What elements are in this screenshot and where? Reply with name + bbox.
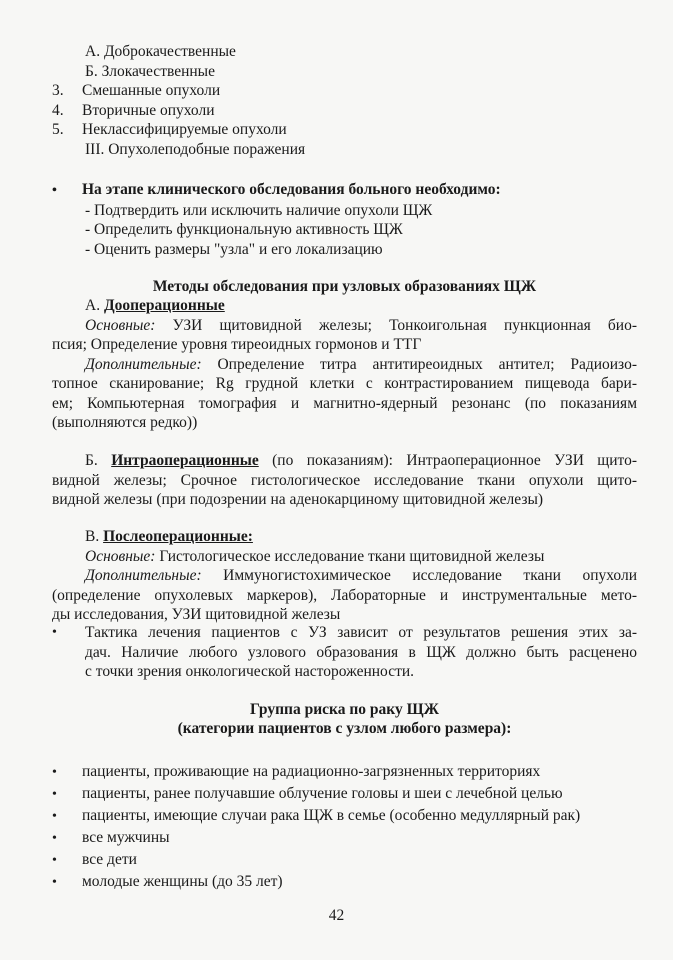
section-a xyxy=(52,296,637,433)
clinical-heading: • На этапе клинического обследования больного необходимо: xyxy=(52,180,632,201)
list-item: - Подтвердить или исключить наличие опухоли ЩЖ xyxy=(85,201,433,219)
section-v-main: Основные: Гистологическое исследование ткани щитовидной железы xyxy=(85,547,545,565)
section-a-main-cont: псия; Определение уровня тиреоидных гормонов и ТТГ xyxy=(52,336,422,353)
section-a-additional-cont: ем; Компьютерная томография и магнитно-ядерный резонанс (по показаниям xyxy=(52,394,637,412)
list-item: 3. Смешанные опухоли xyxy=(52,82,221,99)
list-number: 5. xyxy=(52,121,64,138)
tactics-line: Тактика лечения пациентов с УЗ зависит от результатов решения этих за- xyxy=(85,624,637,641)
section-v-additional-cont: (определение опухолевых маркеров), Лабораторные и инструментальные мето- xyxy=(52,586,637,604)
list-item: Б. Злокачественные xyxy=(85,62,215,80)
risk-list xyxy=(52,762,652,894)
section-v-heading: В. Послеоперационные: xyxy=(85,528,253,545)
list-item: 5. Неклассифицируемые опухоли xyxy=(52,121,287,138)
list-item: - Определить функциональную активность ЩЖ xyxy=(85,221,403,238)
bullet-icon: • xyxy=(52,809,57,824)
section-b xyxy=(52,451,637,510)
list-item: • все дети xyxy=(52,850,652,872)
section-v-additional-cont: ды исследования, УЗИ щитовидной железы xyxy=(52,606,341,623)
section-v xyxy=(52,527,637,625)
section-b-line: видной железы; Срочное гистологическое исследование ткани опухоли щито- xyxy=(52,471,637,489)
list-item: • пациенты, ранее получавшие облучение головы и шеи с лечебной целью xyxy=(52,784,652,806)
list-item: А. Доброкачественные xyxy=(85,43,236,60)
section-a-additional-cont: (выполняются редко)) xyxy=(52,414,198,431)
list-item: III. Опухолеподобные поражения xyxy=(85,140,306,158)
list-number: 4. xyxy=(52,101,64,119)
list-item: • пациенты, имеющие случаи рака ЩЖ в семье (особенно медуллярный рак) xyxy=(52,806,652,828)
section-a-additional-cont: топное сканирование; Rg грудной клетки с контрастированием пищевода бари- xyxy=(52,375,637,392)
list-item: 4. Вторичные опухоли xyxy=(52,101,215,119)
risk-subtitle: (категории пациентов с узлом любого размера): xyxy=(177,720,512,737)
section-b-line: Б. Интраоперационные (по показаниям): Интраоперационное УЗИ щито- xyxy=(85,452,638,469)
section-a-heading: А. Дооперационные xyxy=(85,297,225,314)
classification-list xyxy=(52,42,612,159)
bullet-icon: • xyxy=(52,875,57,890)
bullet-icon: • xyxy=(52,765,57,780)
methods-title: Методы обследования при узловых образованиях ЩЖ xyxy=(152,278,537,295)
tactics-paragraph xyxy=(52,623,637,682)
section-a-additional: Дополнительные: Определение титра антитиреоидных антител; Радиоизо- xyxy=(85,355,637,373)
list-item: • молодые женщины (до 35 лет) xyxy=(52,872,652,894)
page-number: 42 xyxy=(328,907,345,924)
risk-title: Группа риска по раку ЩЖ xyxy=(250,701,439,718)
bullet-icon: • xyxy=(52,183,57,198)
tactics-line: дач. Наличие любого узлового образования в ЩЖ должно быть расценено xyxy=(85,643,637,661)
bullet-icon: • xyxy=(52,787,57,802)
clinical-section xyxy=(52,180,632,259)
section-v-additional: Дополнительные: Иммуногистохимическое исследование ткани опухоли xyxy=(85,567,637,584)
bullet-icon: • xyxy=(52,625,57,640)
tactics-line: с точки зрения онкологической настороженности. xyxy=(85,663,415,680)
bullet-icon: • xyxy=(52,831,57,846)
list-number: 3. xyxy=(52,82,64,99)
bullet-icon: • xyxy=(52,853,57,868)
list-item: • пациенты, проживающие на радиационно-загрязненных территориях xyxy=(52,762,652,784)
section-a-main: Основные: УЗИ щитовидной железы; Тонкоигольная пункционная био- xyxy=(85,316,638,334)
list-item: - Оценить размеры "узла" и его локализацию xyxy=(85,240,383,258)
list-item: • все мужчины xyxy=(52,828,652,850)
section-b-line: видной железы (при подозрении на аденокарциному щитовидной железы) xyxy=(52,491,544,508)
